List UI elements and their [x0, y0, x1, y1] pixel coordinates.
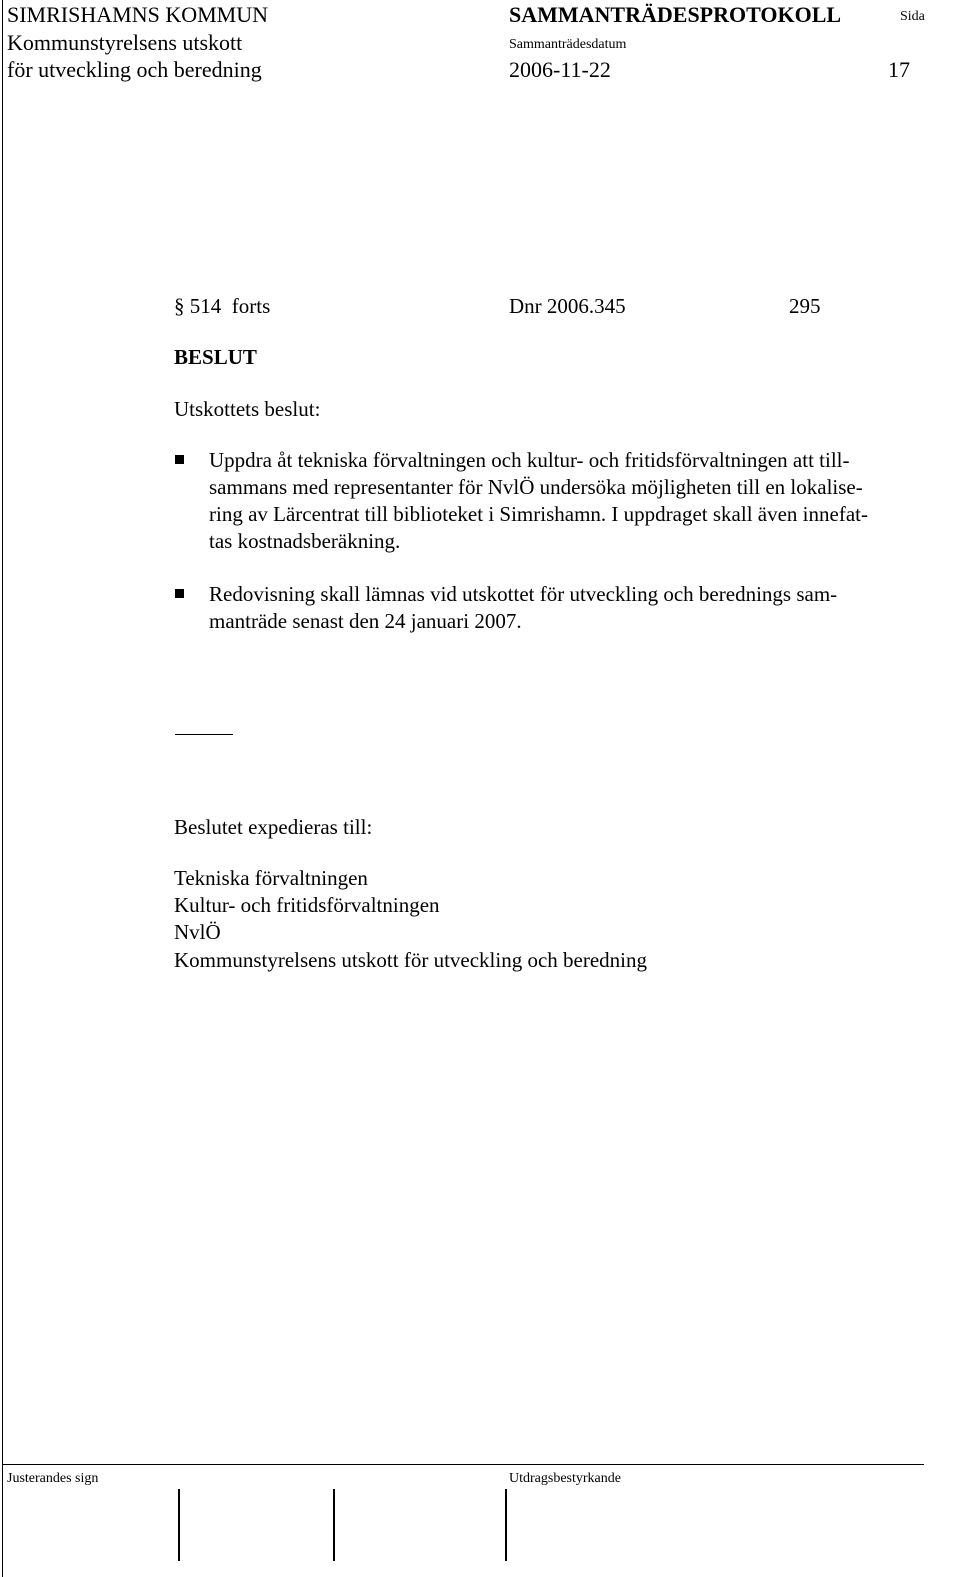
recipient-item: NvlÖ: [174, 920, 221, 944]
bullet-line: Uppdra åt tekniska förvaltningen och kultur- och fritidsförvaltningen att till-: [209, 448, 850, 472]
paragraph-reference: § 514 forts: [174, 294, 271, 318]
bullet-square-icon: [175, 589, 184, 598]
footer-rule: [2, 1464, 924, 1465]
bullet-line: tas kostnadsberäkning.: [209, 529, 401, 553]
decision-heading: BESLUT: [174, 345, 257, 369]
distribution-heading: Beslutet expedieras till:: [174, 815, 373, 839]
document-type: SAMMANTRÄDESPROTOKOLL: [509, 2, 842, 27]
page-number: 17: [888, 57, 910, 82]
committee-name-line2: för utveckling och beredning: [7, 57, 262, 82]
left-margin-line: [2, 0, 3, 1577]
bullet-line: Redovisning skall lämnas vid utskottet för utveckling och berednings sam-: [209, 582, 838, 606]
bullet-line: ring av Lärcentrat till biblioteket i Simrishamn. I uppdraget skall även innefat-: [209, 502, 868, 526]
signature-box-divider: [333, 1489, 335, 1561]
decision-intro: Utskottets beslut:: [174, 397, 321, 421]
page-label: Sida: [900, 9, 925, 24]
municipality-name: SIMRISHAMNS KOMMUN: [7, 2, 268, 27]
bullet-line: manträde senast den 24 januari 2007.: [209, 609, 522, 633]
decision-bullet-2: [209, 581, 949, 635]
signature-box-divider: [505, 1489, 507, 1561]
signature-box-divider: [178, 1489, 180, 1561]
separator-rule: [175, 734, 233, 735]
recipient-item: Kommunstyrelsens utskott för utveckling och beredning: [174, 948, 648, 972]
case-number: 295: [789, 294, 821, 318]
decision-bullet-1: [209, 447, 949, 555]
extract-certification-label: Utdragsbestyrkande: [509, 1471, 621, 1486]
bullet-square-icon: [175, 455, 184, 464]
committee-name-line1: Kommunstyrelsens utskott: [7, 30, 243, 55]
bullet-line: sammans med representanter för NvlÖ undersöka möjligheten till en lokalise-: [209, 475, 863, 499]
recipient-item: Kultur- och fritidsförvaltningen: [174, 893, 440, 917]
diary-number: Dnr 2006.345: [509, 294, 626, 318]
meeting-date-label: Sammanträdesdatum: [509, 37, 627, 52]
recipient-item: Tekniska förvaltningen: [174, 866, 368, 890]
signature-label: Justerandes sign: [7, 1471, 99, 1486]
meeting-date: 2006-11-22: [509, 57, 611, 82]
